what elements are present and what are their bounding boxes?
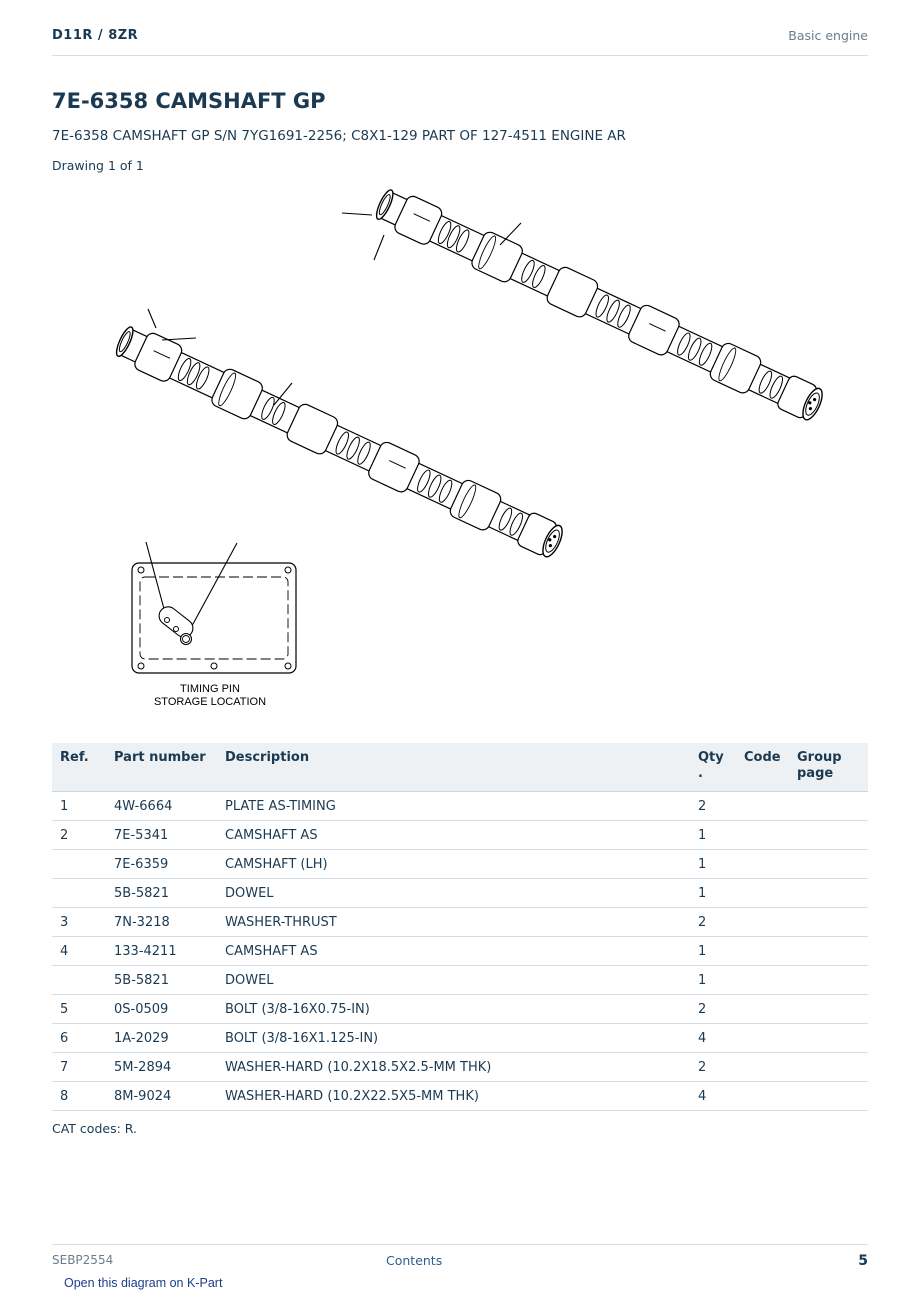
cell-description: PLATE AS-TIMING bbox=[217, 792, 690, 821]
cell-code bbox=[736, 1024, 789, 1053]
header-qty-line-1: Qty bbox=[698, 750, 724, 765]
header-qty-line-2: . bbox=[698, 766, 703, 781]
cell-part-number: 133-4211 bbox=[106, 937, 217, 966]
table-row bbox=[52, 1053, 868, 1082]
cell-qty: 2 bbox=[690, 995, 736, 1024]
table-row bbox=[52, 1082, 868, 1111]
cell-description: CAMSHAFT AS bbox=[217, 937, 690, 966]
cell-part-number: 8M-9024 bbox=[106, 1082, 217, 1111]
table-row bbox=[52, 821, 868, 850]
cell-group-page bbox=[789, 879, 868, 908]
cell-code bbox=[736, 966, 789, 995]
table-row bbox=[52, 966, 868, 995]
cat-codes-note: CAT codes: R. bbox=[52, 1121, 137, 1136]
header-part-number: Part number bbox=[106, 743, 217, 792]
cell-ref bbox=[52, 879, 106, 908]
table-header-row bbox=[52, 743, 868, 792]
cell-code bbox=[736, 1082, 789, 1111]
cell-part-number: 7E-5341 bbox=[106, 821, 217, 850]
cell-code bbox=[736, 908, 789, 937]
cell-ref: 2 bbox=[52, 821, 106, 850]
cell-code bbox=[736, 1053, 789, 1082]
page-footer bbox=[52, 1244, 868, 1277]
table-row bbox=[52, 908, 868, 937]
table-row bbox=[52, 937, 868, 966]
cell-ref bbox=[52, 850, 106, 879]
table-row bbox=[52, 792, 868, 821]
header-group-page bbox=[789, 743, 868, 792]
cell-ref: 4 bbox=[52, 937, 106, 966]
cell-group-page bbox=[789, 966, 868, 995]
cell-description: WASHER-THRUST bbox=[217, 908, 690, 937]
cell-ref bbox=[52, 966, 106, 995]
header-ref: Ref. bbox=[52, 743, 106, 792]
cell-ref: 8 bbox=[52, 1082, 106, 1111]
table-row bbox=[52, 879, 868, 908]
cell-ref: 6 bbox=[52, 1024, 106, 1053]
camshaft-drawing bbox=[52, 180, 868, 725]
kpart-diagram-link[interactable]: Open this diagram on K-Part bbox=[64, 1276, 223, 1290]
cell-code bbox=[736, 995, 789, 1024]
cell-description: DOWEL bbox=[217, 966, 690, 995]
page-subtitle: 7E-6358 CAMSHAFT GP S/N 7YG1691-2256; C8X1-129 PART OF 127-4511 ENGINE AR bbox=[52, 128, 626, 144]
cell-qty: 2 bbox=[690, 792, 736, 821]
document-id: SEBP2554 bbox=[52, 1253, 114, 1267]
cell-group-page bbox=[789, 1024, 868, 1053]
header-description: Description bbox=[217, 743, 690, 792]
cell-code bbox=[736, 821, 789, 850]
cell-part-number: 5M-2894 bbox=[106, 1053, 217, 1082]
table-row bbox=[52, 995, 868, 1024]
cell-qty: 1 bbox=[690, 879, 736, 908]
cell-code bbox=[736, 879, 789, 908]
table-row bbox=[52, 1024, 868, 1053]
page-header bbox=[52, 28, 868, 56]
cell-description: CAMSHAFT (LH) bbox=[217, 850, 690, 879]
cell-qty: 1 bbox=[690, 821, 736, 850]
cell-group-page bbox=[789, 1082, 868, 1111]
cell-part-number: 4W-6664 bbox=[106, 792, 217, 821]
cell-description: WASHER-HARD (10.2X22.5X5-MM THK) bbox=[217, 1082, 690, 1111]
cell-part-number: 7N-3218 bbox=[106, 908, 217, 937]
cell-part-number: 5B-5821 bbox=[106, 966, 217, 995]
cell-description: CAMSHAFT AS bbox=[217, 821, 690, 850]
cell-group-page bbox=[789, 850, 868, 879]
cell-description: BOLT (3/8-16X0.75-IN) bbox=[217, 995, 690, 1024]
header-qty bbox=[690, 743, 736, 792]
cell-ref: 5 bbox=[52, 995, 106, 1024]
header-group-line-1: Group bbox=[797, 750, 842, 765]
section-label: Basic engine bbox=[788, 28, 868, 43]
cell-part-number: 7E-6359 bbox=[106, 850, 217, 879]
upper-camshaft bbox=[372, 184, 828, 425]
diagram-caption-line-1: TIMING PIN bbox=[180, 683, 240, 695]
cell-description: DOWEL bbox=[217, 879, 690, 908]
cell-qty: 4 bbox=[690, 1024, 736, 1053]
cell-group-page bbox=[789, 1053, 868, 1082]
cell-qty: 1 bbox=[690, 966, 736, 995]
cell-code bbox=[736, 937, 789, 966]
cell-code bbox=[736, 792, 789, 821]
cell-qty: 2 bbox=[690, 908, 736, 937]
cell-part-number: 1A-2029 bbox=[106, 1024, 217, 1053]
cell-qty: 2 bbox=[690, 1053, 736, 1082]
cell-group-page bbox=[789, 908, 868, 937]
header-group-line-2: page bbox=[797, 766, 834, 781]
page-title: 7E-6358 CAMSHAFT GP bbox=[52, 89, 326, 113]
cell-qty: 1 bbox=[690, 937, 736, 966]
model-label: D11R / 8ZR bbox=[52, 28, 139, 43]
cell-group-page bbox=[789, 792, 868, 821]
cell-qty: 1 bbox=[690, 850, 736, 879]
cell-ref: 3 bbox=[52, 908, 106, 937]
cell-ref: 1 bbox=[52, 792, 106, 821]
page-number: 5 bbox=[858, 1253, 868, 1269]
cell-description: WASHER-HARD (10.2X18.5X2.5-MM THK) bbox=[217, 1053, 690, 1082]
cell-group-page bbox=[789, 937, 868, 966]
parts-table bbox=[52, 743, 868, 1111]
lower-camshaft bbox=[112, 321, 568, 562]
contents-link[interactable]: Contents bbox=[386, 1253, 443, 1268]
table-row bbox=[52, 850, 868, 879]
diagram-caption-line-2: STORAGE LOCATION bbox=[153, 696, 267, 708]
cell-description: BOLT (3/8-16X1.125-IN) bbox=[217, 1024, 690, 1053]
cell-group-page bbox=[789, 821, 868, 850]
cell-ref: 7 bbox=[52, 1053, 106, 1082]
cell-part-number: 0S-0509 bbox=[106, 995, 217, 1024]
camshaft-diagram bbox=[52, 180, 868, 725]
cell-qty: 4 bbox=[690, 1082, 736, 1111]
cell-group-page bbox=[789, 995, 868, 1024]
drawing-label: Drawing 1 of 1 bbox=[52, 158, 144, 173]
cell-code bbox=[736, 850, 789, 879]
cell-part-number: 5B-5821 bbox=[106, 879, 217, 908]
header-code: Code bbox=[736, 743, 789, 792]
